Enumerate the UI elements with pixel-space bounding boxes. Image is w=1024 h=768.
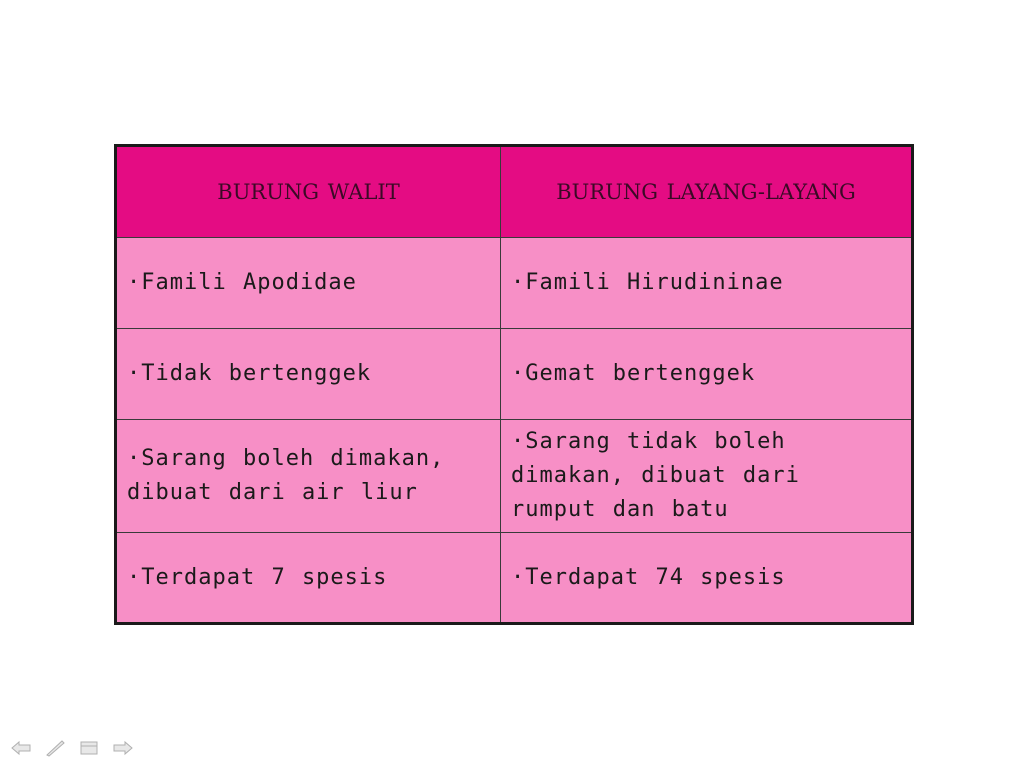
cell-walit-sarang: ·Sarang boleh dimakan, dibuat dari air liur bbox=[116, 420, 501, 533]
cell-layang-spesis: ·Terdapat 74 spesis bbox=[501, 533, 913, 624]
cell-walit-famili: ·Famili Apodidae bbox=[116, 238, 501, 329]
table-row bbox=[116, 533, 913, 624]
arrow-left-icon bbox=[11, 740, 31, 756]
table-row bbox=[116, 238, 913, 329]
table-header-row bbox=[116, 146, 913, 238]
comparison-table bbox=[114, 144, 914, 625]
slide-menu-button[interactable] bbox=[78, 738, 100, 758]
cell-walit-spesis: ·Terdapat 7 spesis bbox=[116, 533, 501, 624]
header-burung-layang-layang: BURUNG LAYANG-LAYANG bbox=[501, 146, 913, 238]
previous-slide-button[interactable] bbox=[10, 738, 32, 758]
pen-icon bbox=[45, 739, 65, 757]
cell-layang-bertenggek: ·Gemat bertenggek bbox=[501, 329, 913, 420]
pen-tool-button[interactable] bbox=[44, 738, 66, 758]
cell-layang-famili: ·Famili Hirudininae bbox=[501, 238, 913, 329]
menu-icon bbox=[80, 741, 98, 755]
table-row bbox=[116, 420, 913, 533]
header-burung-walit: BURUNG WALIT bbox=[116, 146, 501, 238]
slideshow-nav-bar bbox=[10, 738, 134, 758]
cell-walit-bertenggek: ·Tidak bertenggek bbox=[116, 329, 501, 420]
arrow-right-icon bbox=[113, 740, 133, 756]
next-slide-button[interactable] bbox=[112, 738, 134, 758]
cell-layang-sarang: ·Sarang tidak boleh dimakan, dibuat dari rumput dan batu bbox=[501, 420, 913, 533]
table-row bbox=[116, 329, 913, 420]
